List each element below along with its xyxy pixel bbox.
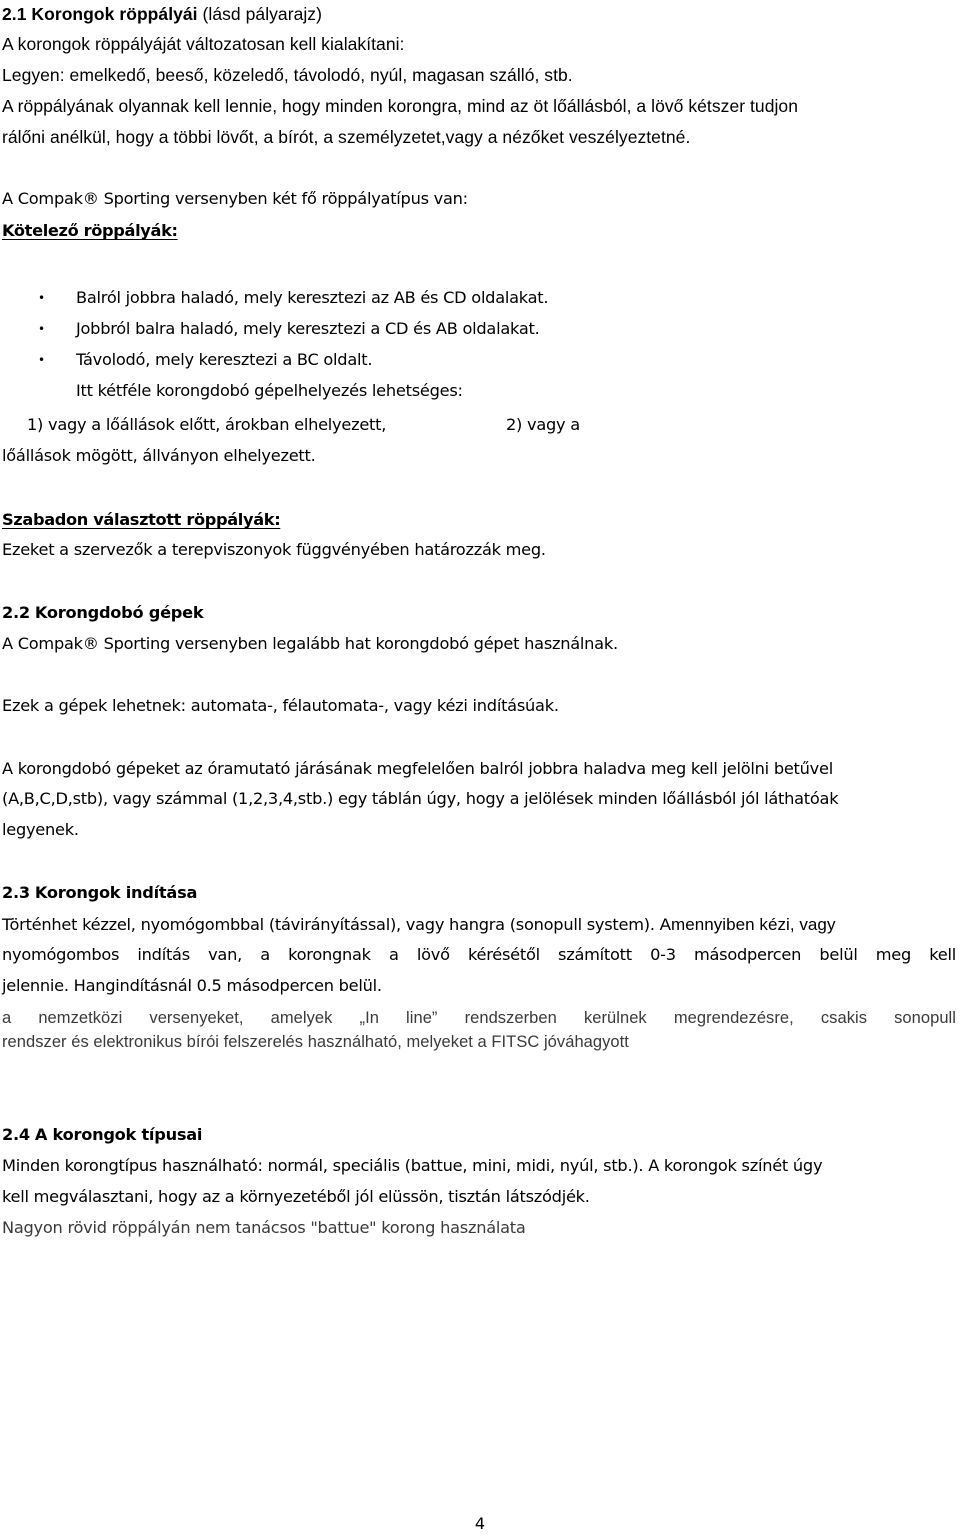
paragraph-line: [2, 974, 956, 998]
paragraph-text: Amennyiben kézi, vagy: [659, 915, 836, 934]
paragraph-line: rendszer és elektronikus bírói felszerelés használható, melyeket a FITSC jóváhagyott: [2, 1033, 629, 1051]
placement-option-2: 2) vagy a: [506, 415, 580, 434]
paragraph: A korongok röppályáját változatosan kell kialakítani:: [2, 34, 405, 54]
placement-option-2-continued: lőállások mögött, állványon elhelyezett.: [2, 446, 316, 465]
section-title: Korongok röppályái: [31, 4, 198, 24]
paragraph-line: (A,B,C,D,stb), vagy számmal (1,2,3,4,stb.) egy táblán úgy, hogy a jelölések minden lőállásból jól láthatóak: [2, 789, 839, 808]
section-number: 2.2: [2, 603, 30, 622]
list-item: Távolodó, mely keresztezi a BC oldalt.: [76, 350, 373, 369]
bullet-icon: •: [38, 353, 46, 367]
paragraph: Ezek a gépek lehetnek: automata-, félautomata-, vagy kézi indításúak.: [2, 696, 559, 715]
section-title: Korongdobó gépek: [34, 603, 204, 622]
list-item: Balról jobbra haladó, mely keresztezi az AB és CD oldalakat.: [76, 288, 549, 307]
mandatory-trajectories-heading: Kötelező röppályák:: [2, 221, 178, 240]
paragraph-text: jelennie. Hangindításnál 0.5 másodpercen belül.: [2, 976, 382, 995]
paragraph: Ezeket a szervezők a terepviszonyok függvényében határozzák meg.: [2, 540, 546, 559]
paragraph-line: [2, 913, 956, 937]
paragraph-line: legyenek.: [2, 820, 79, 839]
paragraph-line: A korongdobó gépeket az óramutató járásának megfelelően balról jobbra haladva meg kell jelölni betűvel: [2, 759, 833, 778]
paragraph-line: kell megválasztani, hogy az a környezetéből jól elüssön, tisztán látszódjék.: [2, 1187, 590, 1206]
section-title: A korongok típusai: [34, 1125, 203, 1144]
paragraph-line: nyomógombos indítás van, a korongnak a lövő kérésétől számított 0-3 másodpercen belül meg kell: [2, 945, 956, 964]
section-number: 2.3: [2, 883, 30, 902]
section-2-1-heading: [2, 2, 956, 26]
section-subtitle: (lásd pályarajz): [202, 4, 322, 24]
list-item: Jobbról balra haladó, mely keresztezi a CD és AB oldalakat.: [76, 319, 540, 338]
paragraph: A Compak® Sporting versenyben legalább hat korongdobó gépet használnak.: [2, 634, 618, 653]
placement-option-1: 1) vagy a lőállások előtt, árokban elhelyezett,: [27, 415, 387, 434]
paragraph-line: a nemzetközi versenyeket, amelyek „In line” rendszerben kerülnek megrendezésre, csakis sonopull: [2, 1009, 956, 1027]
paragraph-line: A röppályának olyannak kell lennie, hogy minden korongra, mind az öt lőállásból, a lövő kétszer tudjon: [2, 96, 798, 116]
section-2-2-heading: [2, 601, 956, 625]
section-2-4-heading: [2, 1123, 956, 1147]
bullet-icon: •: [38, 291, 46, 305]
section-title: Korongok indítása: [34, 883, 198, 902]
bullet-icon: •: [38, 322, 46, 336]
section-2-3-heading: [2, 881, 956, 905]
section-number: 2.4: [2, 1125, 30, 1144]
paragraph-line: rálőni anélkül, hogy a többi lövőt, a bírót, a személyzetet,vagy a nézőket veszélyeztetné.: [2, 127, 691, 147]
trajectory-intro: A Compak® Sporting versenyben két fő röppályatípus van:: [2, 189, 468, 208]
paragraph: Nagyon rövid röppályán nem tanácsos "battue" korong használata: [2, 1218, 526, 1237]
free-trajectories-heading: Szabadon választott röppályák:: [2, 510, 281, 529]
paragraph-line: Minden korongtípus használható: normál, speciális (battue, mini, midi, nyúl, stb.). A korongok színét úgy: [2, 1156, 823, 1175]
paragraph-text: Történhet kézzel, nyomógombbal (távirányítással), vagy hangra (sonopull system).: [2, 915, 655, 934]
section-number: 2.1: [2, 4, 27, 24]
paragraph: Legyen: emelkedő, beeső, közeledő, távolodó, nyúl, magasan szálló, stb.: [2, 65, 573, 85]
machine-placement-note: Itt kétféle korongdobó gépelhelyezés lehetséges:: [76, 381, 463, 400]
page-number: 4: [474, 1514, 486, 1533]
